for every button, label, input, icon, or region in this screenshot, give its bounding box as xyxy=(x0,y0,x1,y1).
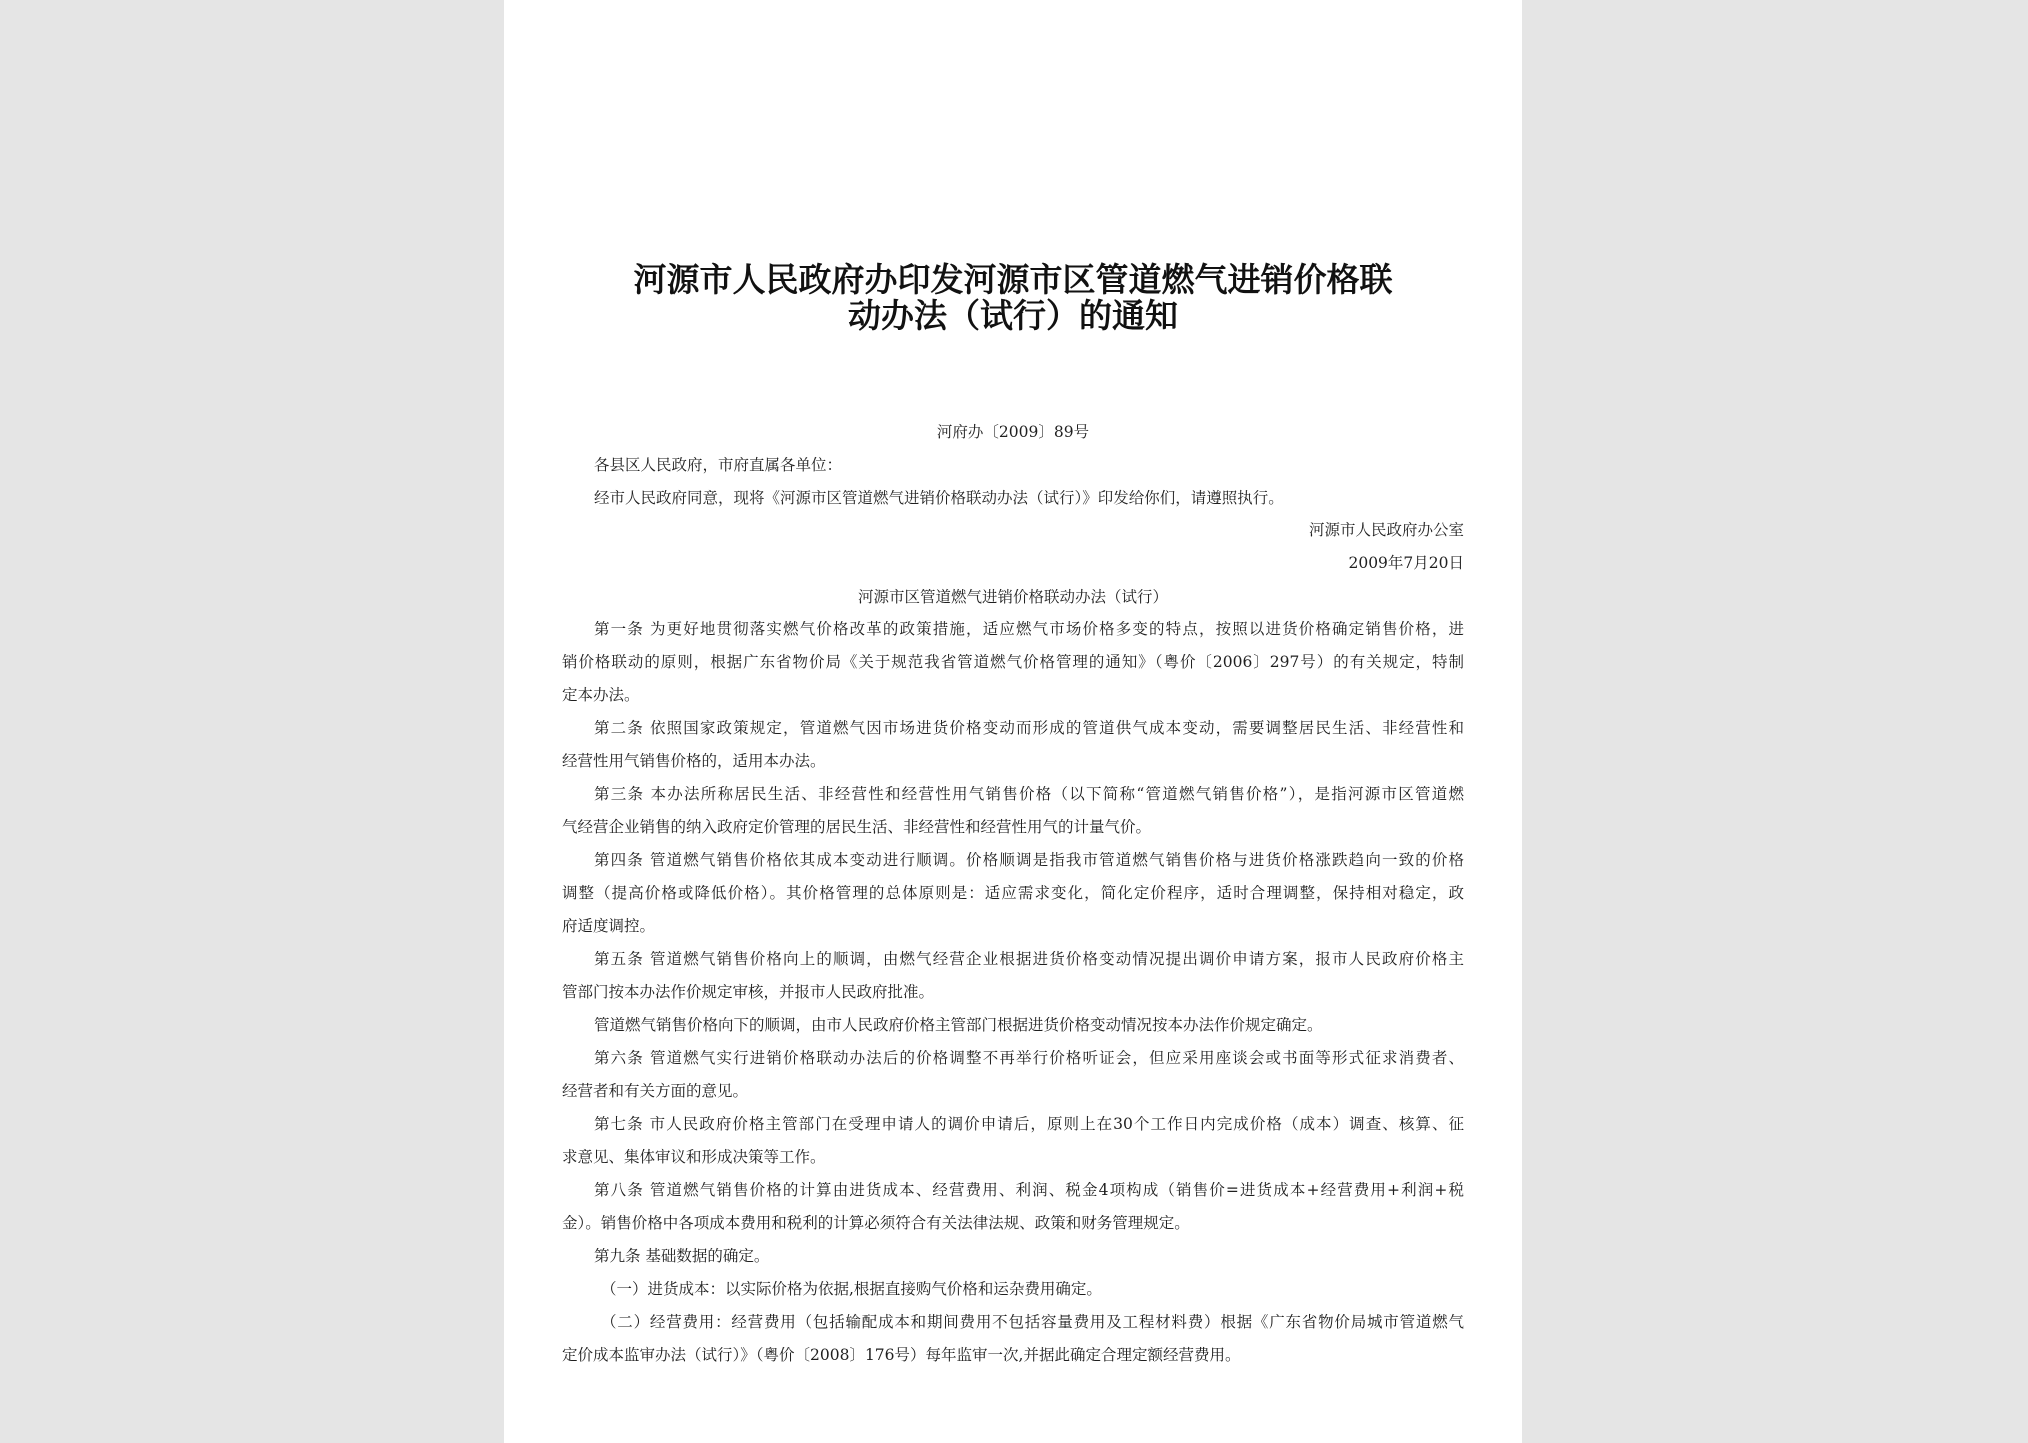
intro-paragraph: 经市人民政府同意，现将《河源市区管道燃气进销价格联动办法（试行）》印发给你们，请遵照执行。 xyxy=(594,489,1284,507)
issuer: 河源市人民政府办公室 xyxy=(1308,521,1464,539)
title-line-2: 动办法（试行）的通知 xyxy=(848,296,1178,335)
document-title xyxy=(534,262,1492,334)
article-4-line-3: 府适度调控。 xyxy=(562,917,656,935)
document-page xyxy=(504,0,1522,1443)
article-2-line-1: 第二条 依照国家政策规定，管道燃气因市场进货价格变动而形成的管道供气成本变动，需要调整居民生活、非经营性和 xyxy=(594,719,1464,737)
addressee: 各县区人民政府，市府直属各单位： xyxy=(594,456,843,474)
article-3-line-2: 气经营企业销售的纳入政府定价管理的居民生活、非经营性和经营性用气的计量气价。 xyxy=(562,818,1152,836)
measures-title: 河源市区管道燃气进销价格联动办法（试行） xyxy=(857,588,1168,606)
item-2-line-2: 定价成本监审办法（试行）》（粤价〔2008〕176号）每年监审一次,并据此确定合理定额经营费用。 xyxy=(562,1346,1241,1364)
article-4-line-1: 第四条 管道燃气销售价格依其成本变动进行顺调。价格顺调是指我市管道燃气销售价格与进货价格涨跌趋向一致的价格 xyxy=(594,851,1464,869)
article-1-line-2: 销价格联动的原则，根据广东省物价局《关于规范我省管道燃气价格管理的通知》（粤价〔2006〕297号）的有关规定，特制 xyxy=(562,653,1464,671)
item-2-line-1: （二）经营费用：经营费用（包括输配成本和期间费用不包括容量费用及工程材料费）根据《广东省物价局城市管道燃气 xyxy=(601,1313,1464,1331)
article-1-line-1: 第一条 为更好地贯彻落实燃气价格改革的政策措施，适应燃气市场价格多变的特点，按照以进货价格确定销售价格，进 xyxy=(594,620,1464,638)
item-1-line-1: （一）进货成本：以实际价格为依据,根据直接购气价格和运杂费用确定。 xyxy=(601,1280,1102,1298)
article-3-line-1: 第三条 本办法所称居民生活、非经营性和经营性用气销售价格（以下简称“管道燃气销售价格”），是指河源市区管道燃 xyxy=(594,785,1464,803)
article-1-line-3: 定本办法。 xyxy=(562,686,640,704)
article-7-line-1: 第七条 市人民政府价格主管部门在受理申请人的调价申请后，原则上在30个工作日内完成价格（成本）调查、核算、征 xyxy=(594,1115,1464,1133)
article-6-line-1: 第六条 管道燃气实行进销价格联动办法后的价格调整不再举行价格听证会，但应采用座谈会或书面等形式征求消费者、 xyxy=(594,1049,1464,1067)
article-6-line-2: 经营者和有关方面的意见。 xyxy=(562,1082,749,1100)
title-line-1: 河源市人民政府办印发河源市区管道燃气进销价格联 xyxy=(633,260,1393,299)
article-5-line-1: 第五条 管道燃气销售价格向上的顺调，由燃气经营企业根据进货价格变动情况提出调价申请方案，报市人民政府价格主 xyxy=(594,950,1464,968)
article-7-line-2: 求意见、集体审议和形成决策等工作。 xyxy=(562,1148,826,1166)
article-4-line-2: 调整（提高价格或降低价格）。其价格管理的总体原则是：适应需求变化，简化定价程序，适时合理调整，保持相对稳定，政 xyxy=(562,884,1464,902)
article-9-line-1: 第九条 基础数据的确定。 xyxy=(594,1247,770,1265)
article-8-line-1: 第八条 管道燃气销售价格的计算由进货成本、经营费用、利润、税金4项构成（销售价=进货成本+经营费用+利润+税 xyxy=(594,1181,1464,1199)
article-8-line-2: 金）。销售价格中各项成本费用和税利的计算必须符合有关法律法规、政策和财务管理规定。 xyxy=(562,1214,1190,1232)
article-2-line-2: 经营性用气销售价格的，适用本办法。 xyxy=(562,752,826,770)
document-number: 河府办〔2009〕89号 xyxy=(936,423,1090,441)
article-5-paragraph-2: 管道燃气销售价格向下的顺调，由市人民政府价格主管部门根据进货价格变动情况按本办法作价规定确定。 xyxy=(594,1016,1323,1034)
issue-date: 2009年7月20日 xyxy=(1348,554,1464,572)
article-5-line-2: 管部门按本办法作价规定审核，并报市人民政府批准。 xyxy=(562,983,935,1001)
